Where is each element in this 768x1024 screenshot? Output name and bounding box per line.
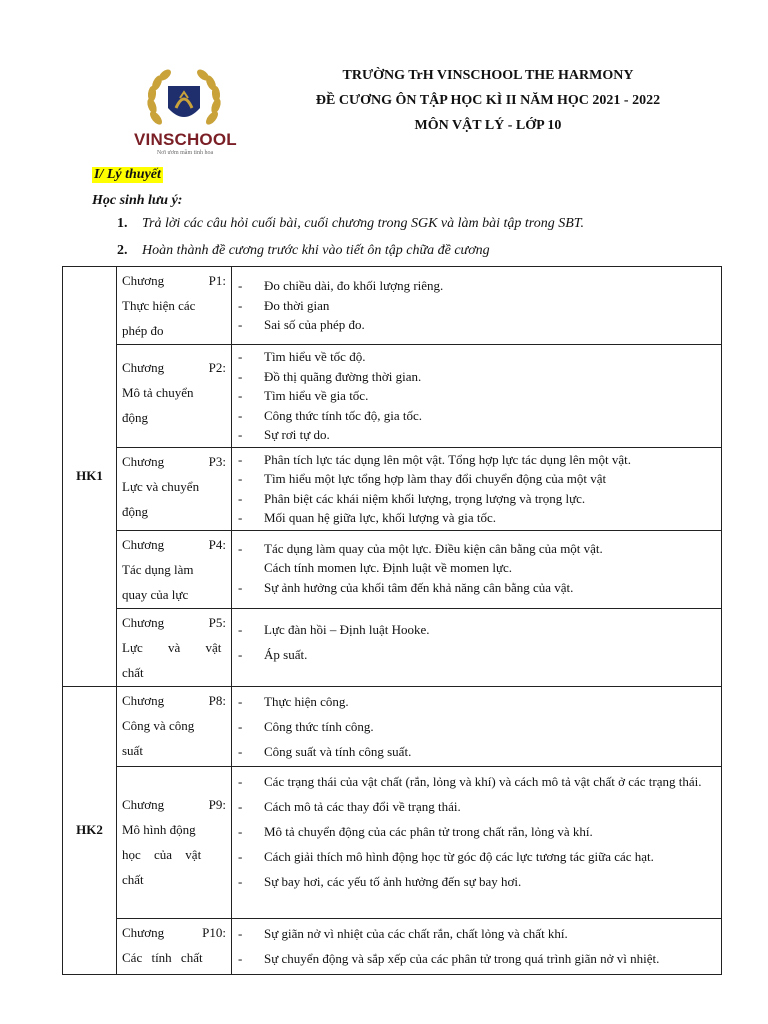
topic-text: Đo thời gian: [264, 297, 330, 313]
topic-text: Phân tích lực tác dụng lên một vật. Tổng hợp lực tác dụng lên một vật.: [264, 451, 631, 467]
topic-list: [232, 530, 722, 608]
list-item: - Sự chuyển động và sắp xếp của các phân tử trong quá trình giãn nở vì nhiệt.: [238, 946, 717, 971]
topic-text: Cách mô tả các thay đổi về trạng thái.: [264, 798, 461, 814]
school-logo: [134, 68, 237, 160]
chapter-cell: [117, 918, 232, 974]
topic-text: Tác dụng làm quay của một lực. Điều kiện cân bằng của một vật.: [264, 540, 603, 556]
list-item: - Tác dụng làm quay của một lực. Điều kiện cân bằng của một vật.: [238, 539, 717, 559]
chapter-title-line: chất: [122, 664, 144, 680]
chapter-title-line: Các tính chất: [122, 949, 203, 965]
list-item: - Đo thời gian: [238, 296, 717, 316]
list-item: - Sự rơi tự do.: [238, 425, 717, 445]
chapter-cell: [117, 447, 232, 530]
table-row: [63, 918, 722, 974]
list-item: - Đồ thị quãng đường thời gian.: [238, 367, 717, 387]
chapter-code: P4:: [208, 536, 226, 552]
chapter-word: Chương: [122, 924, 165, 940]
chapter-title-line: chất: [122, 872, 144, 887]
list-item: - Tìm hiểu về gia tốc.: [238, 386, 717, 406]
table-row: [63, 686, 722, 766]
school-name: TRƯỜNG TrH VINSCHOOL THE HARMONY: [342, 68, 634, 83]
chapter-code: P2:: [208, 360, 226, 375]
list-item: - Công thức tính công.: [238, 714, 717, 739]
chapter-cell: [117, 766, 232, 918]
chapter-title-line: phép đo: [122, 323, 164, 338]
list-item: - Lực đàn hồi – Định luật Hooke.: [238, 617, 717, 642]
topic-text: Sự giãn nở vì nhiệt của các chất rắn, chất lỏng và chất khí.: [264, 925, 568, 941]
topic-list: [232, 447, 722, 530]
chapter-cell: [117, 345, 232, 448]
topic-list: [232, 766, 722, 918]
list-item: - Cách giải thích mô hình động học từ góc độ các lực tương tác giữa các hạt.: [238, 844, 717, 869]
topic-list: [232, 345, 722, 448]
chapter-cell: [117, 530, 232, 608]
table-row: [63, 447, 722, 530]
chapter-title-line: quay của lực: [122, 586, 189, 602]
chapter-word: Chương: [122, 360, 165, 375]
topic-list: [232, 918, 722, 974]
list-item: - Các trạng thái của vật chất (rắn, lỏng và khí) và cách mô tả vật chất ở các trạng thái.: [238, 769, 717, 794]
list-item: - Công thức tính tốc độ, gia tốc.: [238, 406, 717, 426]
list-item: - Mô tả chuyển động của các phân tử trong chất rắn, lỏng và khí.: [238, 819, 717, 844]
chapter-code: P9:: [208, 797, 226, 812]
subject-title: MÔN VẬT LÝ - LỚP 10: [414, 118, 562, 133]
term-label: HK2: [63, 686, 117, 974]
list-item: - Mối quan hệ giữa lực, khối lượng và gia tốc.: [238, 508, 717, 528]
chapter-word: Chương: [122, 453, 165, 469]
chapter-word: Chương: [122, 797, 165, 812]
list-item: - Sự ảnh hưởng của khối tâm đến khả năng cân bằng của vật.: [238, 578, 717, 598]
chapter-title-line: Thực hiện các: [122, 298, 196, 313]
topic-text: Đồ thị quãng đường thời gian.: [264, 368, 422, 384]
topic-text: Mô tả chuyển động của các phân tử trong chất rắn, lỏng và khí.: [264, 823, 593, 839]
chapter-word: Chương: [122, 536, 165, 552]
section-title: I/ Lý thuyết: [94, 167, 161, 182]
chapter-title-line: Mô tả chuyển: [122, 385, 194, 400]
vinschool-crest-icon: [142, 68, 226, 134]
topic-text: Tìm hiểu về tốc độ.: [264, 349, 366, 364]
chapter-title-line: Tác dụng làm: [122, 561, 194, 577]
chapter-cell: [117, 267, 232, 345]
topic-text: Cách giải thích mô hình động học từ góc độ các lực tương tác giữa các hạt.: [264, 848, 654, 864]
topic-text: Áp suất.: [264, 646, 308, 662]
chapter-title-line: Lực và chuyển: [122, 478, 200, 494]
topic-text: Lực đàn hồi – Định luật Hooke.: [264, 621, 430, 637]
list-item: - Phân biệt các khái niệm khối lượng, trọng lượng và trọng lực.: [238, 489, 717, 509]
topic-text: Phân biệt các khái niệm khối lượng, trọng lượng và trọng lực.: [264, 490, 586, 506]
table-row: [63, 766, 722, 918]
list-item: - Thực hiện công.: [238, 689, 717, 714]
syllabus-table: [62, 266, 722, 975]
chapter-word: Chương: [122, 692, 165, 708]
chapter-title-line: động: [122, 503, 148, 519]
chapter-word: Chương: [122, 273, 165, 288]
list-item: - Sự giãn nở vì nhiệt của các chất rắn, chất lỏng và chất khí.: [238, 921, 717, 946]
logo-tagline: Nơi ươm mầm tinh hoa: [156, 150, 214, 156]
topic-text: Sự rơi tự do.: [264, 427, 330, 442]
table-row: [63, 345, 722, 448]
list-item: - Tìm hiểu một lực tổng hợp làm thay đổi chuyển động của một vật: [238, 469, 717, 489]
note-text: Hoàn thành đề cương trước khi vào tiết ôn tập chữa đề cương: [142, 243, 490, 258]
topic-text: Tìm hiểu về gia tốc.: [264, 388, 369, 403]
chapter-word: Chương: [122, 614, 165, 630]
topic-text: Cách tính momen lực. Định luật về momen lực.: [264, 560, 513, 575]
list-item: - Cách mô tả các thay đổi về trạng thái.: [238, 794, 717, 819]
topic-list: [232, 608, 722, 686]
topic-text: Công thức tính tốc độ, gia tốc.: [264, 407, 422, 423]
chapter-title-line: Công và công: [122, 717, 195, 733]
list-item: - Sai số của phép đo.: [238, 315, 717, 335]
chapter-code: P8:: [208, 692, 226, 708]
topic-list: [232, 267, 722, 345]
chapter-title-line: động: [122, 410, 148, 425]
topic-text: Sự bay hơi, các yếu tố ảnh hưởng đến sự bay hơi.: [264, 873, 522, 889]
chapter-code: P1:: [208, 273, 226, 288]
topic-text: Sự chuyển động và sắp xếp của các phân tử trong quá trình giãn nở vì nhiệt.: [264, 950, 660, 966]
logo-brand: VINSCHOOL: [134, 130, 237, 149]
list-item: - Sự bay hơi, các yếu tố ảnh hưởng đến sự bay hơi.: [238, 869, 717, 894]
note-number: 2.: [117, 243, 128, 258]
topic-text: Công suất và tính công suất.: [264, 743, 412, 759]
list-item: - Công suất và tính công suất.: [238, 739, 717, 764]
chapter-cell: [117, 608, 232, 686]
chapter-code: P10:: [202, 924, 226, 940]
topic-text: Tìm hiểu một lực tổng hợp làm thay đổi chuyển động của một vật: [264, 471, 607, 486]
topic-text: Đo chiều dài, đo khối lượng riêng.: [264, 278, 444, 293]
topic-text: Thực hiện công.: [264, 693, 349, 709]
chapter-title-line: Mô hình động: [122, 822, 196, 837]
table-row: [63, 530, 722, 608]
list-item: - Phân tích lực tác dụng lên một vật. Tổng hợp lực tác dụng lên một vật.: [238, 450, 717, 470]
chapter-cell: [117, 686, 232, 766]
list-item: - Tìm hiểu về tốc độ.: [238, 347, 717, 367]
note-title: Học sinh lưu ý:: [92, 193, 183, 208]
list-item: - Đo chiều dài, đo khối lượng riêng.: [238, 276, 717, 296]
topic-text: Sự ảnh hưởng của khối tâm đến khả năng cân bằng của vật.: [264, 579, 574, 595]
table-row: [63, 608, 722, 686]
topic-text: Mối quan hệ giữa lực, khối lượng và gia tốc.: [264, 510, 496, 525]
document-title: ĐỀ CƯƠNG ÔN TẬP HỌC KÌ II NĂM HỌC 2021 - 2022: [315, 93, 661, 108]
term-label: HK1: [63, 267, 117, 687]
topic-text: Sai số của phép đo.: [264, 317, 365, 332]
list-item: [238, 558, 717, 578]
chapter-title-line: học của vật: [122, 847, 202, 862]
chapter-title-line: suất: [122, 742, 143, 758]
chapter-code: P5:: [208, 614, 226, 630]
topic-list: [232, 686, 722, 766]
list-item: - Áp suất.: [238, 642, 717, 667]
note-text: Trả lời các câu hỏi cuối bài, cuối chương trong SGK và làm bài tập trong SBT.: [142, 216, 585, 231]
note-number: 1.: [117, 216, 128, 231]
table-row: [63, 267, 722, 345]
topic-text: Công thức tính công.: [264, 718, 374, 734]
chapter-code: P3:: [208, 453, 226, 469]
topic-text: Các trạng thái của vật chất (rắn, lỏng và khí) và cách mô tả vật chất ở các trạng thái.: [264, 773, 702, 789]
chapter-title-line: Lực và vật: [122, 639, 222, 655]
